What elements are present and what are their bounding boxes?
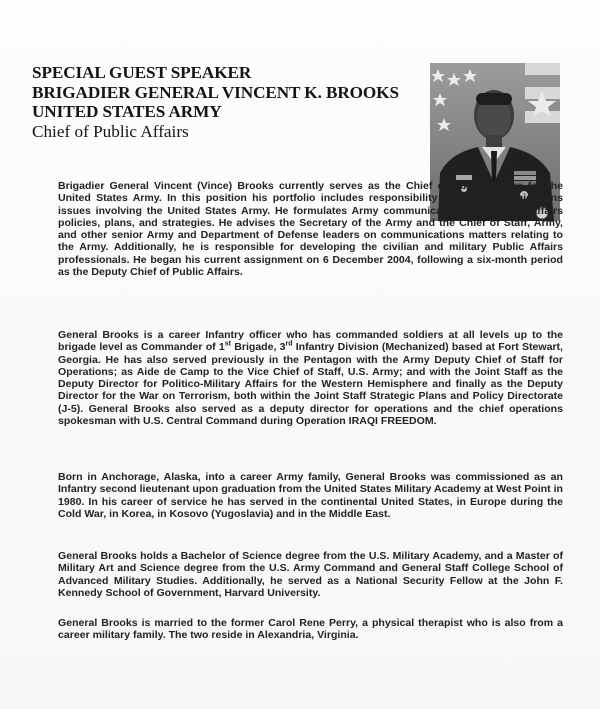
career-text-part-2: Brigade, 3 xyxy=(231,341,286,354)
biography-paragraph-career xyxy=(58,329,563,427)
biography-paragraph-family: General Brooks is married to the former Carol Rene Perry, a physical therapist who is also from a career military family. The two reside in Alexandria, Virginia. xyxy=(58,617,563,642)
speaker-position: Chief of Public Affairs xyxy=(32,121,189,141)
speaker-header xyxy=(32,63,427,141)
biography-paragraph-education: General Brooks holds a Bachelor of Science degree from the U.S. Military Academy, and a Master of Military Art and Science degree from the U.S. Army Command and General Staff College School of Advanced Military Studies. Additionally, he served as a National Security Fellow at the John F. Kennedy School of Government, Harvard University. xyxy=(58,550,563,599)
ordinal-suffix-rd: rd xyxy=(285,340,293,348)
header-title: SPECIAL GUEST SPEAKER xyxy=(32,63,252,82)
biography-paragraph-background: Born in Anchorage, Alaska, into a career Army family, General Brooks was commissioned as an Infantry second lieutenant upon graduation from the United States Military Academy at West Point in 1980. In his career of service he has served in the continental United States, in Europe during the Cold War, in Korea, in Kosovo (Yugoslavia) and in the Middle East. xyxy=(58,471,563,520)
ordinal-suffix-st: st xyxy=(224,340,231,348)
speaker-name: BRIGADIER GENERAL VINCENT K. BROOKS xyxy=(32,82,399,102)
career-text-part-1: General Brooks is a career Infantry officer who has commanded soldiers at all levels up to the brigade level as Commander of 1 xyxy=(58,329,563,354)
career-text-part-3: Infantry Division (Mechanized) based at Fort Stewart, Georgia. He has also served previously in the Pentagon with the Army Deputy Chief of Staff for Operations; as Aide de Camp to the Vice Chief of Staff, U.S. Army; and with the Joint Staff as the Deputy Director for Politico-Military Affairs for the Western Hemisphere and finally as the Deputy Director for the War on Terrorism, both within the Joint Staff Strategic Plans and Policy Directorate (J-5). General Brooks also served as a deputy director for operations and the chief operations spokesman with U.S. Central Command during Operation IRAQI FREEDOM. xyxy=(58,341,563,428)
biography-paragraph-current-role: Brigadier General Vincent (Vince) Brooks currently serves as the Chief of Public Affairs for the United States Army. In this position his portfolio includes responsibility for all communications issues involving the United States Army. He formulates Army communications and public affairs policies, plans, and strategies. He advises the Secretary of the Army and the Chief of Staff, Army, and other senior Army and Department of Defense leaders on communications matters relating to the Army. Additionally, he is responsible for developing the civilian and military Public Affairs professionals. He began his current assignment on 6 December 2004, following a six-month period as the Deputy Chief of Public Affairs. xyxy=(58,180,563,279)
speaker-organization: UNITED STATES ARMY xyxy=(32,102,222,121)
